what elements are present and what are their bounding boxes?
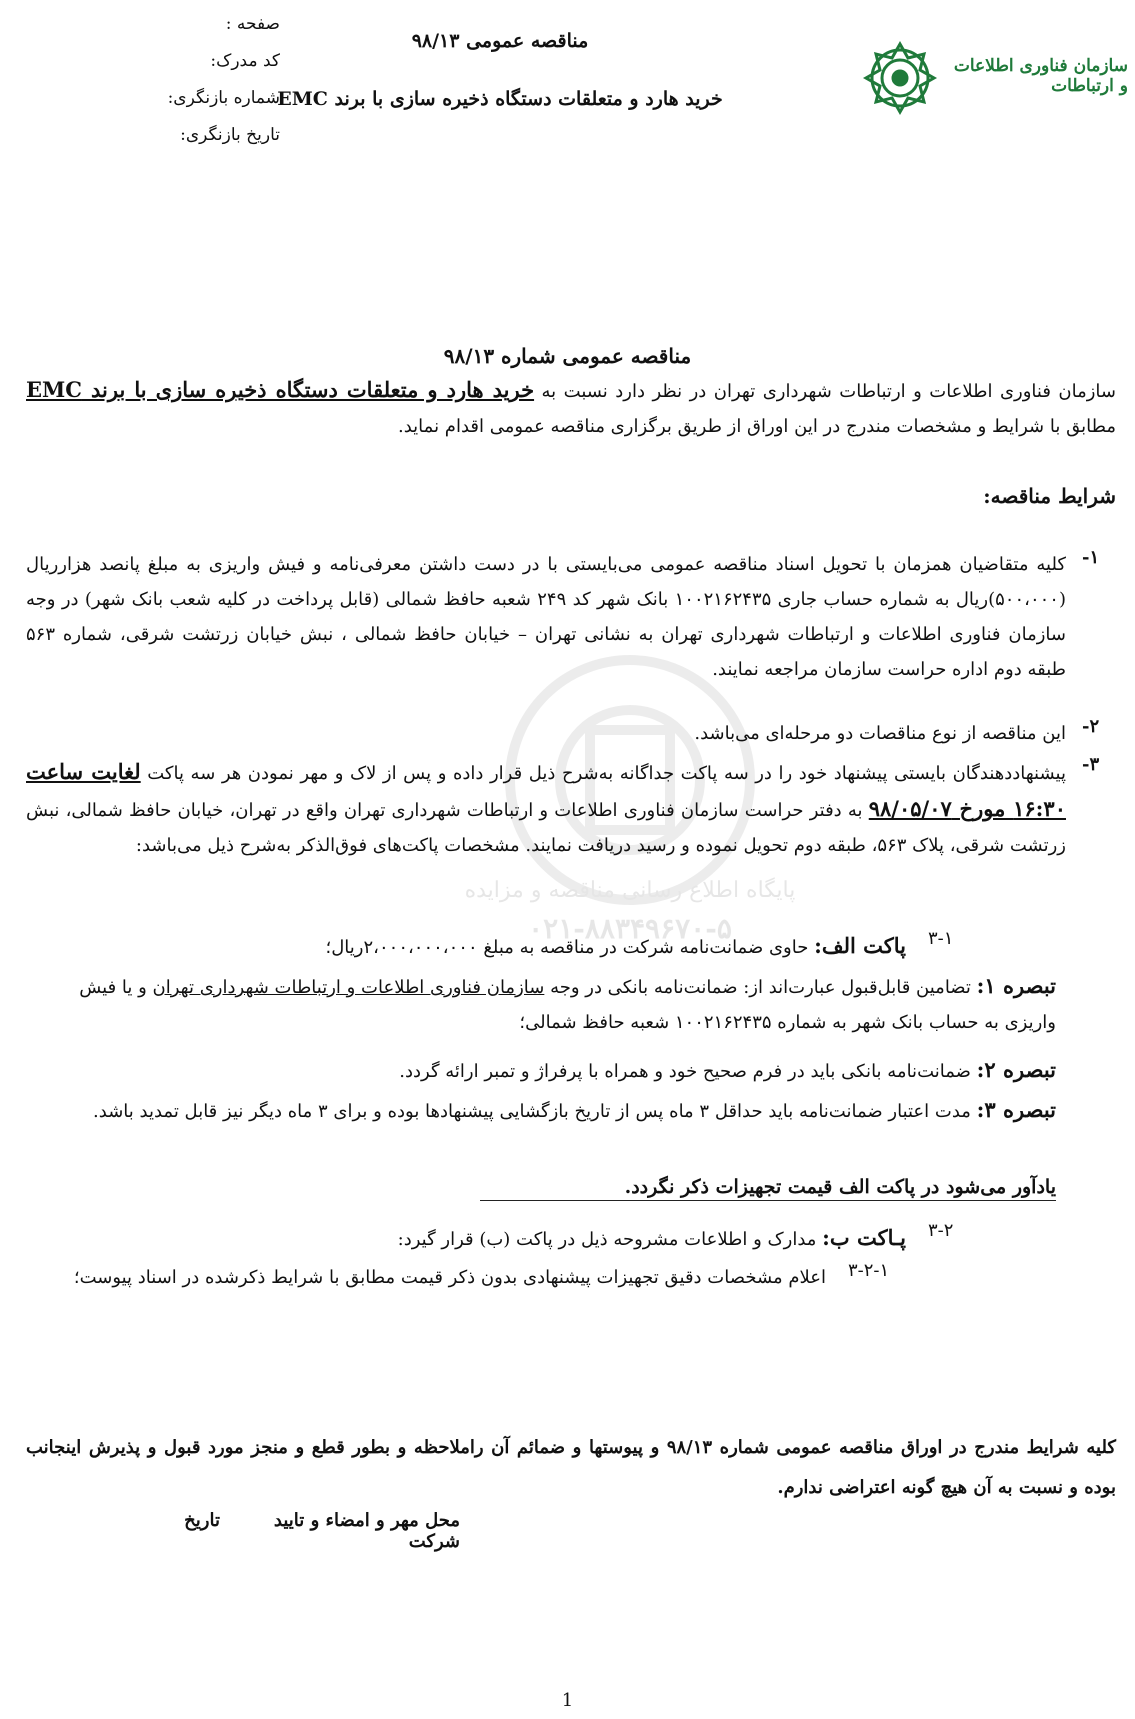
item-3-text-b: به دفتر حراست سازمان فناوری اطلاعات و ارتباطات شهرداری تهران واقع در تهران، خیابان حافظ شمالی، نبش زرتشت شرقی، پلاک ۵۶۳، طبقه دوم تحویل نموده و رسید دریافت نمایند. مشخصات پاکت‌های فوق‌الذکر به‌شرح ذیل می‌باشد: [26, 800, 1066, 856]
packet-a-number: ۳-۱ [928, 928, 954, 949]
packet-b-line [26, 1220, 906, 1257]
organization-logo [860, 38, 1130, 118]
watermark-line-1: پایگاه اطلاع رسانی مناقصه و مزایده [464, 878, 796, 903]
signature-label: محل مهر و امضاء و تایید شرکت [273, 1510, 460, 1552]
note-1-label: تبصره ۱: [976, 973, 1056, 998]
note-3 [26, 1092, 1056, 1129]
meta-doc-code: کد مدرک: [210, 51, 280, 71]
header-tender-number: مناقصه عمومی ۹۸/۱۳ [411, 30, 589, 52]
note-1-text-b: و یا فیش واریزی به حساب بانک شهر به شماره ۱۰۰۲۱۶۲۴۳۵ شعبه حافظ شمالی؛ [79, 977, 1056, 1033]
note-3-label: تبصره ۳: [976, 1097, 1056, 1122]
logo-text: سازمان فناوری اطلاعات و ارتباطات [953, 56, 1128, 96]
packet-b-number: ۳-۲ [928, 1220, 954, 1241]
intro-text-part1: سازمان فناوری اطلاعات و ارتباطات شهرداری تهران در نظر دارد نسبت به [534, 381, 1116, 402]
note-2-label: تبصره ۲: [976, 1057, 1056, 1082]
packet-a-label: پاکت الف: [814, 933, 906, 958]
packet-a-text: حاوی ضمانت‌نامه شرکت در مناقصه به مبلغ ۲،۰۰۰،۰۰۰،۰۰۰ریال؛ [325, 937, 815, 958]
note-1 [26, 968, 1056, 1040]
packet-b-item-1-text: اعلام مشخصات دقیق تجهیزات پیشنهادی بدون ذکر قیمت مطابق با شرایط ذکرشده در اسناد پیوست؛ [73, 1267, 826, 1288]
item-2-text: این مناقصه از نوع مناقصات دو مرحله‌ای می‌باشد. [694, 723, 1066, 744]
intro-paragraph [26, 372, 1116, 444]
meta-revision-date: تاریخ بازنگری: [180, 125, 280, 145]
note-1-underlined: سازمان فناوری اطلاعات و ارتباطات شهرداری تهران [152, 977, 545, 998]
watermark-line-2: ۰۲۱-۸۸۳۴۹۶۷۰-۵ [528, 912, 732, 945]
meta-page: صفحه : [225, 14, 280, 34]
note-2 [26, 1052, 1056, 1089]
conditions-heading: شرایط مناقصه: [983, 484, 1116, 508]
item-2-number: ۲- [1082, 716, 1100, 737]
note-3-text: مدت اعتبار ضمانت‌نامه باید حداقل ۳ ماه پس از تاریخ بازگشایی پیشنهادها بوده و برای ۳ ماه دیگر نیز قابل تمدید باشد. [93, 1101, 977, 1122]
note-1-text-a: تضامین قابل‌قبول عبارت‌اند از: ضمانت‌نامه بانکی در وجه [544, 977, 977, 998]
reminder-note: یادآور می‌شود در پاکت الف قیمت تجهیزات ذکر نگردد. [480, 1176, 1056, 1201]
document-meta [140, 6, 280, 154]
page-number: 1 [561, 1690, 574, 1711]
item-1-text: کلیه متقاضیان همزمان با تحویل اسناد مناقصه عمومی می‌بایستی با در دست داشتن معرفی‌نامه و فیش واریزی به مبلغ پانصد هزارریال (۵۰۰،۰۰۰)ریال به شماره حساب جاری ۱۰۰۲۱۶۲۴۳۵ بانک شهر کد ۲۴۹ شعبه حافظ شمالی (قابل پرداخت در کلیه شعب بانک شهر) در وجه سازمان فناوری اطلاعات و ارتباطات شهرداری تهران به نشانی تهران – خیابان حافظ شمالی ، نبش خیابان زرتشت شرقی، شماره ۵۶۳ طبقه دوم اداره حراست سازمان مراجعه نمایند. [26, 554, 1066, 680]
item-3-text-a: پیشنهاددهندگان بایستی پیشنهاد خود را در سه پاکت جداگانه به‌شرح ذیل قرار داده و پس از لاک و مهر نمودن هر سه پاکت [140, 763, 1066, 784]
note-2-text: ضمانت‌نامه بانکی باید در فرم صحیح خود و همراه با پرفراژ و تمبر ارائه گردد. [399, 1061, 977, 1082]
header-subject: خرید هارد و متعلقات دستگاه ذخیره سازی با برند EMC [277, 88, 723, 110]
item-3-deadline: لغایت ساعت ۱۶:۳۰ مورخ ۹۸/۰۵/۰۷ [26, 759, 1066, 821]
packet-b-text: مدارک و اطلاعات مشروحه ذیل در پاکت (ب) قرار گیرد: [397, 1229, 823, 1250]
item-3-text [26, 754, 1066, 863]
packet-a-line [26, 928, 906, 965]
intro-subject-highlight: خرید هارد و متعلقات دستگاه ذخیره سازی با برند EMC [26, 377, 535, 402]
packet-b-label: پـاکت ب: [822, 1225, 906, 1250]
packet-b-item-1-number: ۳-۲-۱ [848, 1260, 890, 1281]
item-1-number: ۱- [1082, 547, 1100, 568]
intro-text-part2: مطابق با شرایط و مشخصات مندرج در این اوراق از طریق برگزاری مناقصه عمومی اقدام نماید. [398, 416, 1116, 437]
document-title: مناقصه عمومی شماره ۹۸/۱۳ [443, 344, 692, 368]
item-3-number: ۳- [1082, 754, 1100, 775]
acceptance-statement: کلیه شرایط مندرج در اوراق مناقصه عمومی شماره ۹۸/۱۳ و پیوستها و ضمائم آن راملاحظه و بطور قطع و منجز مورد قبول و پذیرش اینجانب بوده و نسبت به آن هیچ گونه اعتراضی ندارم. [26, 1437, 1116, 1498]
meta-revision-number: شماره بازنگری: [167, 88, 280, 108]
date-label: تاریخ [184, 1510, 220, 1531]
